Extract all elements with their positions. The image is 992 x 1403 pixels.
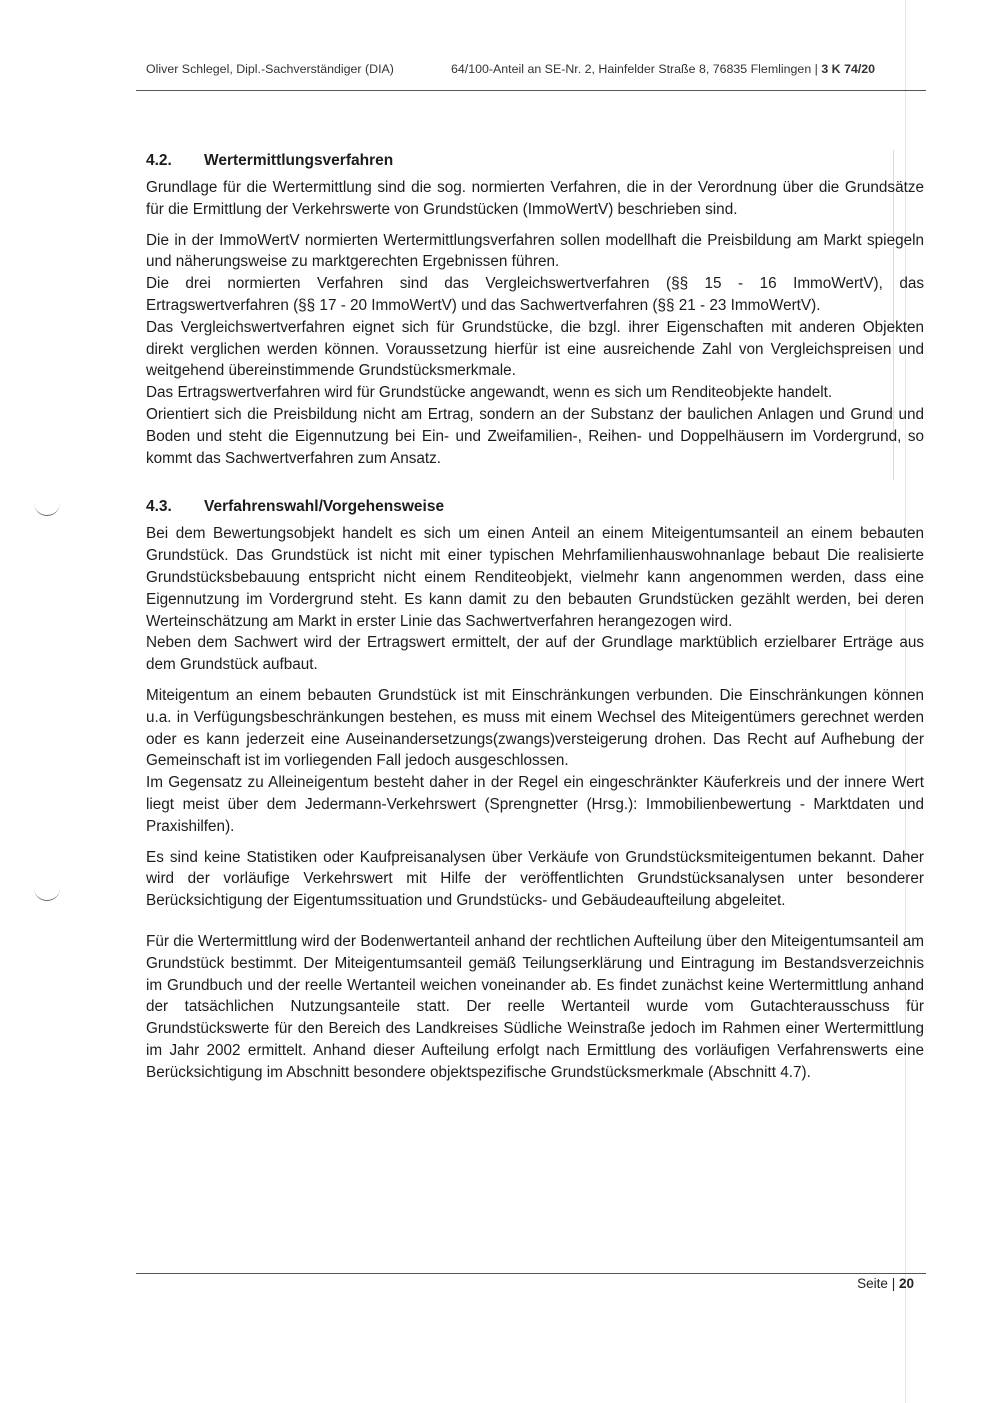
paragraph: Miteigentum an einem bebauten Grundstück ist mit Einschränkungen verbunden. Die Einschränkungen können u.a. in Verfügungsbeschränkungen bestehen, es muss mit einem Wechsel des Miteigentümers gerechnet werden oder es kann jederzeit eine Auseinandersetzungs(zwangs)versteigerung drohen. Das Recht auf Aufhebung der Gemeinschaft ist im vorliegenden Fall jedoch ausgeschlossen. [146,686,924,770]
punch-hole-mark [34,888,60,901]
paragraph: Die in der ImmoWertV normierten Wertermittlungsverfahren sollen modellhaft die Preisbildung am Markt spiegeln und näherungsweise zu marktgerechten Ergebnissen führen. [146,231,924,271]
punch-hole-mark [34,503,60,516]
page-footer [857,1276,914,1291]
section-heading-4-3 [146,496,924,518]
header-subject [451,62,875,76]
header-subject-text: 64/100-Anteil an SE-Nr. 2, Hainfelder Straße 8, 76835 Flemlingen | [451,62,818,76]
paragraph: Das Vergleichswertverfahren eignet sich für Grundstücke, die bzgl. ihrer Eigenschaften mit anderen Objekten direkt verglichen werden können. Voraussetzung hierfür ist eine ausreichende Zahl von Vergleichspreisen und weitgehend übereinstimmende Grundstücksmerkmale. [146,318,924,380]
page-content [146,150,924,1083]
section-number: 4.3. [146,498,172,516]
header-author: Oliver Schlegel, Dipl.-Sachverständiger (DIA) [146,62,394,76]
page-number: 20 [898,1276,914,1291]
paragraph: Für die Wertermittlung wird der Bodenwertanteil anhand der rechtlichen Aufteilung über den Miteigentumsanteil am Grundstück bestimmt. Der Miteigentumsanteil gemäß Teilungserklärung und Eintragung im Bestandsverzeichnis im Grundbuch und der reelle Wertanteil weichen voneinander ab. Es findet zunächst keine Wertermittlung anhand der tatsächlichen Nutzungsanteile statt. Der reelle Wertanteil wurde vom Gutachterausschuss für Grundstückswerte für den Bereich des Landkreises Südliche Weinstraße jedoch im Rahmen einer Wertermittlung im Jahr 2002 ermittelt. Anhand dieser Aufteilung erfolgt nach Ermittlung des vorläufigen Verfahrenswerts eine Berücksichtigung im Abschnitt besondere objektspezifische Grundstücksmerkmale (Abschnitt 4.7). [146,932,924,1081]
section-heading-4-2 [146,150,924,172]
section-number: 4.2. [146,152,172,169]
section-title: Verfahrenswahl/Vorgehensweise [204,498,445,516]
paragraph: Es sind keine Statistiken oder Kaufpreisanalysen über Verkäufe von Grundstücksmiteigentumen bekannt. Daher wird der vorläufige Verkehrswert mit Hilfe der veröffentlichten Grundstücksanalysen unter besonderer Berücksichtigung der Eigentumssituation und Grundstücks- und Gebäudeaufteilung abgeleitet. [146,848,924,910]
paragraph: Orientiert sich die Preisbildung nicht am Ertrag, sondern an der Substanz der baulichen Anlagen und Grund und Boden und steht die Eigennutzung bei Ein- und Zweifamilien-, Reihen- und Doppelhäusern im Vordergrund, so kommt das Sachwertverfahren zum Ansatz. [146,405,924,467]
header-case-number: 3 K 74/20 [821,62,876,76]
paragraph: Bei dem Bewertungsobjekt handelt es sich um einen Anteil an einem Miteigentumsanteil an einem bebauten Grundstück. Das Grundstück ist nicht mit einer typischen Mehrfamilienhauswohnanlage bebaut Die realisierte Grundstücksbebauung entspricht nicht einem Renditeobjekt, vielmehr kann angenommen werden, dass eine Eigennutzung im Vordergrund steht. Es kann damit zu den bebauten Grundstücken gezählt werden, bei deren Werteinschätzung am Markt in erster Linie das Sachwertverfahren herangezogen wird. [146,525,924,630]
paragraph: Im Gegensatz zu Alleineigentum besteht daher in der Regel ein eingeschränkter Käuferkreis und der innere Wert liegt meist über dem Jedermann-Verkehrswert (Sprengnetter (Hrsg.): Immobilienbewertung - Marktdaten und Praxishilfen). [146,774,924,835]
footer-label: Seite | [857,1276,896,1291]
paragraph: Neben dem Sachwert wird der Ertragswert ermittelt, der auf der Grundlage marktüblich erzielbarer Erträge aus dem Grundstück aufbaut. [146,634,924,674]
section-title: Wertermittlungsverfahren [204,152,394,169]
header-divider [136,90,926,91]
paragraph: Das Ertragswertverfahren wird für Grundstücke angewandt, wenn es sich um Renditeobjekte handelt. [146,384,833,402]
footer-divider [136,1273,926,1274]
paragraph: Grundlage für die Wertermittlung sind die sog. normierten Verfahren, die in der Verordnung über die Grundsätze für die Ermittlung der Verkehrswerte von Grundstücken (ImmoWertV) beschrieben sind. [146,179,924,218]
paragraph: Die drei normierten Verfahren sind das Vergleichswertverfahren (§§ 15 - 16 ImmoWertV), das Ertragswertverfahren (§§ 17 - 20 ImmoWertV) und das Sachwertverfahren (§§ 21 - 23 ImmoWertV). [146,275,924,314]
